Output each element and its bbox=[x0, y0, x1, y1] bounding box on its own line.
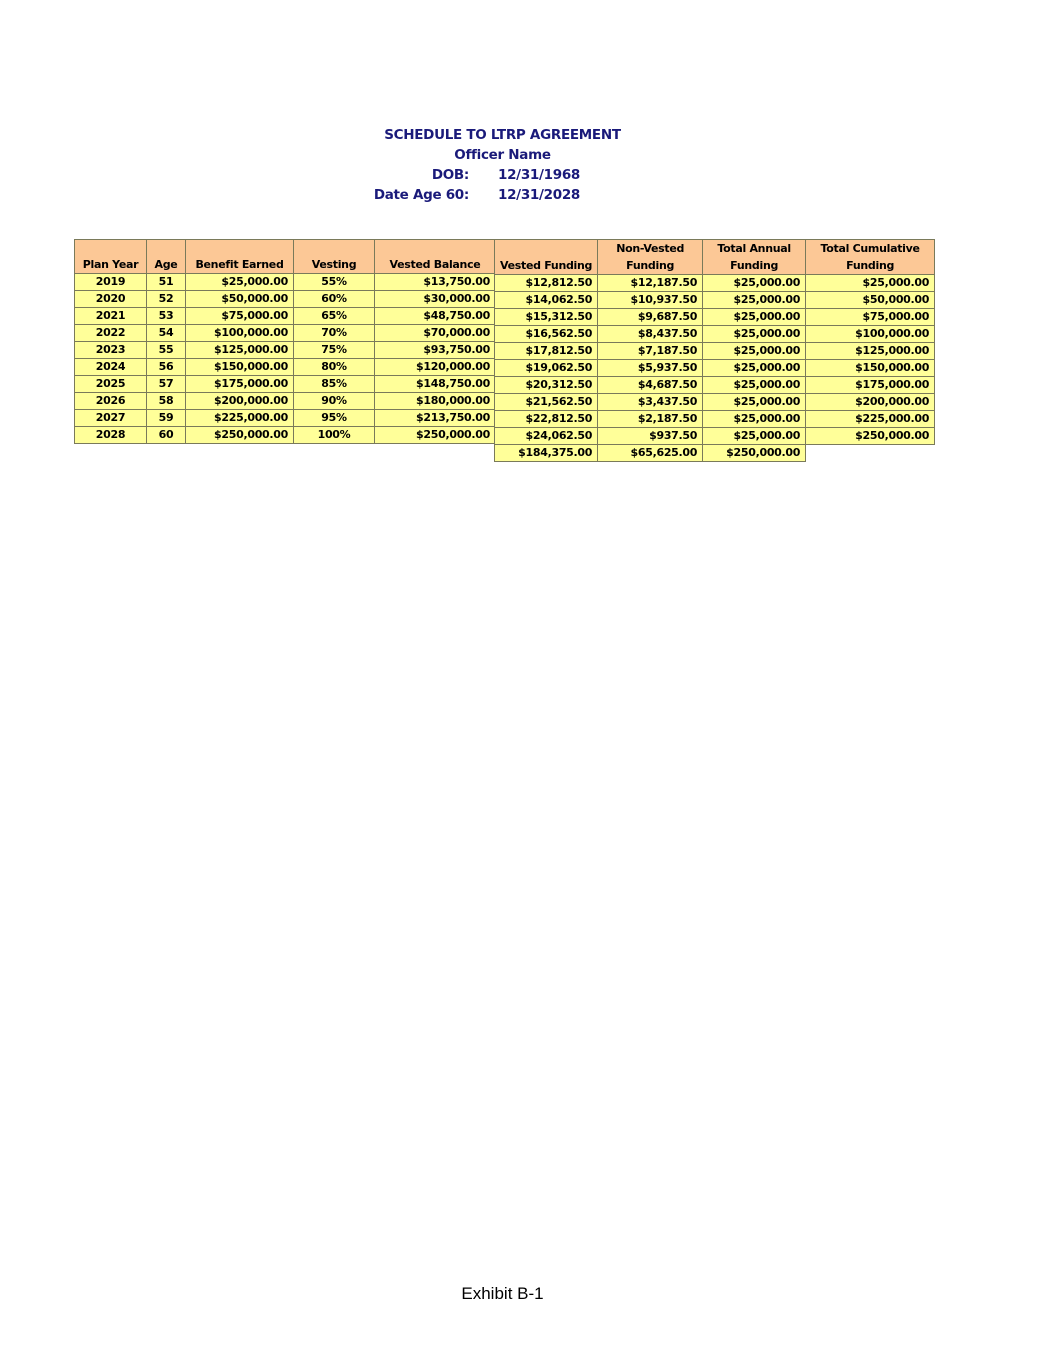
header-line: Total Cumulative bbox=[820, 242, 920, 255]
table-cell: $75,000.00 bbox=[186, 308, 294, 325]
table-cell: $225,000.00 bbox=[186, 410, 294, 427]
table-cell: 55 bbox=[147, 342, 186, 359]
benefit-schedule-table bbox=[74, 239, 496, 444]
table-cell: $9,687.50 bbox=[598, 309, 703, 326]
table-row bbox=[75, 393, 496, 410]
table-cell: $30,000.00 bbox=[375, 291, 496, 308]
table-cell: $3,437.50 bbox=[598, 394, 703, 411]
table-cell: $25,000.00 bbox=[806, 275, 935, 292]
table-cell: $200,000.00 bbox=[186, 393, 294, 410]
table-cell: 70% bbox=[294, 325, 375, 342]
table-cell: $4,687.50 bbox=[598, 377, 703, 394]
table-cell: $148,750.00 bbox=[375, 376, 496, 393]
table-cell: 60 bbox=[147, 427, 186, 444]
table-cell: $93,750.00 bbox=[375, 342, 496, 359]
table-cell: $25,000.00 bbox=[703, 411, 806, 428]
column-header: Benefit Earned bbox=[186, 240, 294, 274]
table-row bbox=[495, 411, 935, 428]
table-cell: $25,000.00 bbox=[703, 360, 806, 377]
header-line: Funding bbox=[730, 259, 779, 272]
table-cell: $22,812.50 bbox=[495, 411, 598, 428]
table-cell: $175,000.00 bbox=[186, 376, 294, 393]
table-row bbox=[75, 308, 496, 325]
column-header: Plan Year bbox=[75, 240, 147, 274]
table-cell: $25,000.00 bbox=[703, 428, 806, 445]
table-cell: $14,062.50 bbox=[495, 292, 598, 309]
table-row bbox=[75, 342, 496, 359]
table-cell: 51 bbox=[147, 274, 186, 291]
column-header bbox=[598, 240, 703, 275]
table-row bbox=[75, 376, 496, 393]
total-cell: $184,375.00 bbox=[495, 445, 598, 462]
table-cell: $17,812.50 bbox=[495, 343, 598, 360]
table-cell: 57 bbox=[147, 376, 186, 393]
table-cell: 55% bbox=[294, 274, 375, 291]
column-header: Vesting bbox=[294, 240, 375, 274]
table-cell: 60% bbox=[294, 291, 375, 308]
table-row bbox=[495, 394, 935, 411]
table-row bbox=[495, 377, 935, 394]
table-row bbox=[495, 275, 935, 292]
table-cell: $20,312.50 bbox=[495, 377, 598, 394]
table-cell: $48,750.00 bbox=[375, 308, 496, 325]
table-cell: $50,000.00 bbox=[806, 292, 935, 309]
table-cell: $15,312.50 bbox=[495, 309, 598, 326]
table-cell: 75% bbox=[294, 342, 375, 359]
table-cell: 2019 bbox=[75, 274, 147, 291]
table-cell: $2,187.50 bbox=[598, 411, 703, 428]
table-row bbox=[75, 427, 496, 444]
table-cell: 2026 bbox=[75, 393, 147, 410]
table-cell: 2022 bbox=[75, 325, 147, 342]
table-row bbox=[495, 428, 935, 445]
table-cell: $12,812.50 bbox=[495, 275, 598, 292]
table-cell: $250,000.00 bbox=[186, 427, 294, 444]
table-row bbox=[75, 359, 496, 376]
table-cell: $150,000.00 bbox=[806, 360, 935, 377]
table-cell: 2027 bbox=[75, 410, 147, 427]
table-cell: $100,000.00 bbox=[806, 326, 935, 343]
table-cell: $25,000.00 bbox=[703, 343, 806, 360]
table-cell: $937.50 bbox=[598, 428, 703, 445]
table-cell: $16,562.50 bbox=[495, 326, 598, 343]
table-header-row bbox=[495, 240, 935, 275]
total-cell: $65,625.00 bbox=[598, 445, 703, 462]
header-line: Vested Funding bbox=[500, 259, 593, 272]
table-cell: $21,562.50 bbox=[495, 394, 598, 411]
table-cell: $120,000.00 bbox=[375, 359, 496, 376]
table-row bbox=[495, 309, 935, 326]
table-cell: $25,000.00 bbox=[703, 326, 806, 343]
table-row bbox=[75, 274, 496, 291]
table-cell: 53 bbox=[147, 308, 186, 325]
table-cell: $175,000.00 bbox=[806, 377, 935, 394]
table-row bbox=[495, 343, 935, 360]
table-cell: 59 bbox=[147, 410, 186, 427]
table-cell: 52 bbox=[147, 291, 186, 308]
table-cell: $225,000.00 bbox=[806, 411, 935, 428]
column-header: Age bbox=[147, 240, 186, 274]
table-row bbox=[75, 410, 496, 427]
column-header bbox=[703, 240, 806, 275]
total-cell: $250,000.00 bbox=[703, 445, 806, 462]
table-cell: $125,000.00 bbox=[186, 342, 294, 359]
table-cell: 2020 bbox=[75, 291, 147, 308]
table-cell: $70,000.00 bbox=[375, 325, 496, 342]
table-cell: 2025 bbox=[75, 376, 147, 393]
exhibit-label: Exhibit B-1 bbox=[461, 1284, 544, 1303]
funding-schedule-table bbox=[494, 239, 935, 462]
table-cell: $50,000.00 bbox=[186, 291, 294, 308]
table-header-row bbox=[75, 240, 496, 274]
table-cell: $5,937.50 bbox=[598, 360, 703, 377]
table-cell: $250,000.00 bbox=[806, 428, 935, 445]
table-cell: 2021 bbox=[75, 308, 147, 325]
table-cell: 90% bbox=[294, 393, 375, 410]
dob-value: 12/31/1968 bbox=[498, 167, 581, 183]
column-header bbox=[495, 240, 598, 275]
table-row bbox=[75, 291, 496, 308]
table-cell: 65% bbox=[294, 308, 375, 325]
column-header bbox=[806, 240, 935, 275]
totals-row bbox=[495, 445, 935, 462]
table-cell: $10,937.50 bbox=[598, 292, 703, 309]
header-line: Funding bbox=[846, 259, 895, 272]
table-cell: 54 bbox=[147, 325, 186, 342]
table-cell: 85% bbox=[294, 376, 375, 393]
table-cell: 2023 bbox=[75, 342, 147, 359]
officer-name: Officer Name bbox=[454, 147, 551, 163]
table-cell: $12,187.50 bbox=[598, 275, 703, 292]
table-cell: 2028 bbox=[75, 427, 147, 444]
table-cell: $25,000.00 bbox=[703, 292, 806, 309]
table-cell: $180,000.00 bbox=[375, 393, 496, 410]
table-cell: $19,062.50 bbox=[495, 360, 598, 377]
header-line: Funding bbox=[626, 259, 675, 272]
header-line: Non-Vested bbox=[616, 242, 685, 255]
table-cell: $250,000.00 bbox=[375, 427, 496, 444]
table-cell: $7,187.50 bbox=[598, 343, 703, 360]
table-cell: $13,750.00 bbox=[375, 274, 496, 291]
table-cell: 95% bbox=[294, 410, 375, 427]
table-cell: $213,750.00 bbox=[375, 410, 496, 427]
age60-label: Date Age 60: bbox=[373, 187, 469, 203]
table-cell: $25,000.00 bbox=[703, 309, 806, 326]
dob-label: DOB: bbox=[431, 167, 469, 183]
table-row bbox=[75, 325, 496, 342]
table-row bbox=[495, 292, 935, 309]
table-cell: $150,000.00 bbox=[186, 359, 294, 376]
table-cell: $24,062.50 bbox=[495, 428, 598, 445]
age60-value: 12/31/2028 bbox=[498, 187, 581, 203]
table-cell: $25,000.00 bbox=[186, 274, 294, 291]
header-line: Total Annual bbox=[717, 242, 791, 255]
table-cell: $25,000.00 bbox=[703, 275, 806, 292]
table-cell: $100,000.00 bbox=[186, 325, 294, 342]
empty-cell bbox=[806, 445, 935, 462]
table-cell: 100% bbox=[294, 427, 375, 444]
table-row bbox=[495, 360, 935, 377]
table-cell: $25,000.00 bbox=[703, 377, 806, 394]
table-cell: $75,000.00 bbox=[806, 309, 935, 326]
table-cell: $125,000.00 bbox=[806, 343, 935, 360]
schedule-title: SCHEDULE TO LTRP AGREEMENT bbox=[384, 127, 621, 143]
table-row bbox=[495, 326, 935, 343]
table-cell: $25,000.00 bbox=[703, 394, 806, 411]
table-cell: $8,437.50 bbox=[598, 326, 703, 343]
table-cell: 2024 bbox=[75, 359, 147, 376]
table-cell: 56 bbox=[147, 359, 186, 376]
table-cell: 58 bbox=[147, 393, 186, 410]
column-header: Vested Balance bbox=[375, 240, 496, 274]
table-cell: $200,000.00 bbox=[806, 394, 935, 411]
table-cell: 80% bbox=[294, 359, 375, 376]
